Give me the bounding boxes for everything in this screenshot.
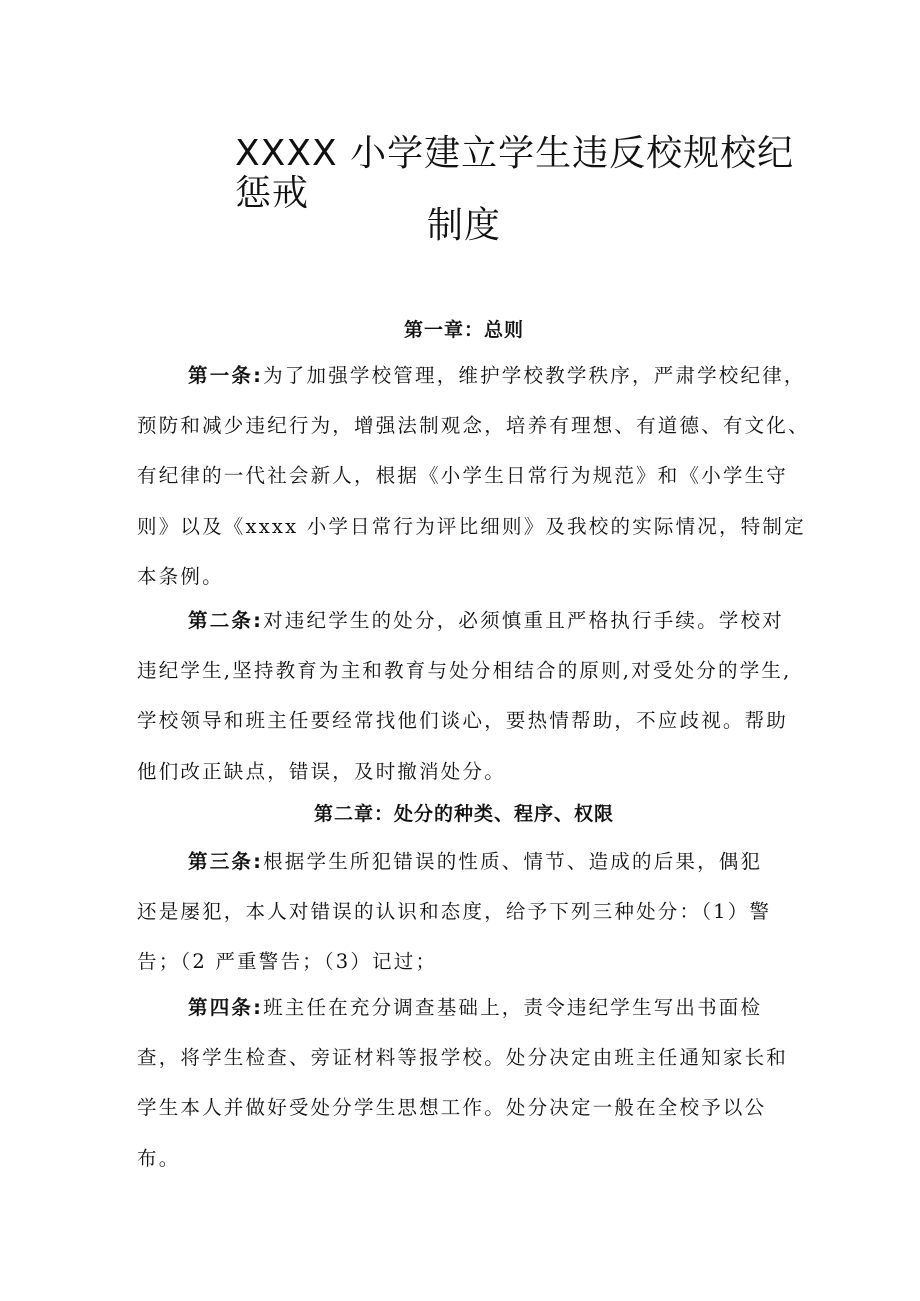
chapter-2-heading: 第二章：处分的种类、程序、权限: [313, 803, 614, 825]
article-2-line-1: [137, 596, 797, 646]
article-1-text: 为了加强学校管理，维护学校教学秩序，严肃学校纪律，: [263, 364, 806, 387]
article-1-line-4: 则》以及《xxxx 小学日常行为评比细则》及我校的实际情况，特制定: [137, 514, 806, 538]
article-2-text: 对违纪学生的处分，必须慎重且严格执行手续。学校对: [263, 609, 784, 632]
article-3-line-1: [137, 837, 797, 887]
article-4-line-1: [137, 983, 797, 1033]
article-2-line-2: 违纪学生,坚持教育为主和教育与处分相结合的原则,对受处分的学生,: [137, 659, 792, 683]
article-2-line-4: 他们改正缺点，错误，及时撤消处分。: [137, 759, 506, 783]
article-1: [137, 351, 810, 602]
article-4: [137, 983, 797, 1184]
article-4-line-4: 布。: [137, 1146, 181, 1170]
article-3-line-3: 告；（2 严重警告；（3）记过；: [137, 950, 438, 974]
article-2-line-3: 学校领导和班主任要经常找他们谈心，要热情帮助，不应歧视。帮助: [137, 709, 789, 733]
article-4-text: 班主任在充分调查基础上，责令违纪学生写出书面检: [263, 996, 763, 1019]
article-1-line-2: 预防和减少违纪行为，增强法制观念，培养有理想、有道德、有文化、: [137, 414, 810, 438]
document-title-line-1: XXXX 小学建立学生违反校规校纪惩戒: [235, 133, 795, 214]
article-1-line-3: 有纪律的一代社会新人，根据《小学生日常行为规范》和《小学生守: [137, 464, 789, 488]
article-3-line-2: 还是屡犯，本人对错误的认识和态度，给予下列三种处分：（1）警: [137, 900, 772, 924]
article-4-line-2: 查，将学生检查、旁证材料等报学校。处分决定由班主任通知家长和: [137, 1046, 789, 1070]
article-3-text: 根据学生所犯错误的性质、情节、造成的后果，偶犯: [263, 850, 763, 873]
article-4-line-3: 学生本人并做好受处分学生思想工作。处分决定一般在全校予以公: [137, 1096, 767, 1120]
article-1-line-5: 本条例。: [137, 564, 224, 588]
article-1-line-1: [137, 351, 806, 401]
document-title-line-2: 制度: [426, 205, 501, 246]
article-4-lead: 第四条:: [188, 996, 264, 1019]
article-2-lead: 第二条:: [188, 609, 264, 632]
article-3: [137, 837, 797, 988]
article-2: [137, 596, 797, 797]
article-1-lead: 第一条:: [188, 364, 264, 387]
chapter-1-heading: 第一章：总则: [403, 319, 524, 341]
article-3-lead: 第三条:: [188, 850, 264, 873]
